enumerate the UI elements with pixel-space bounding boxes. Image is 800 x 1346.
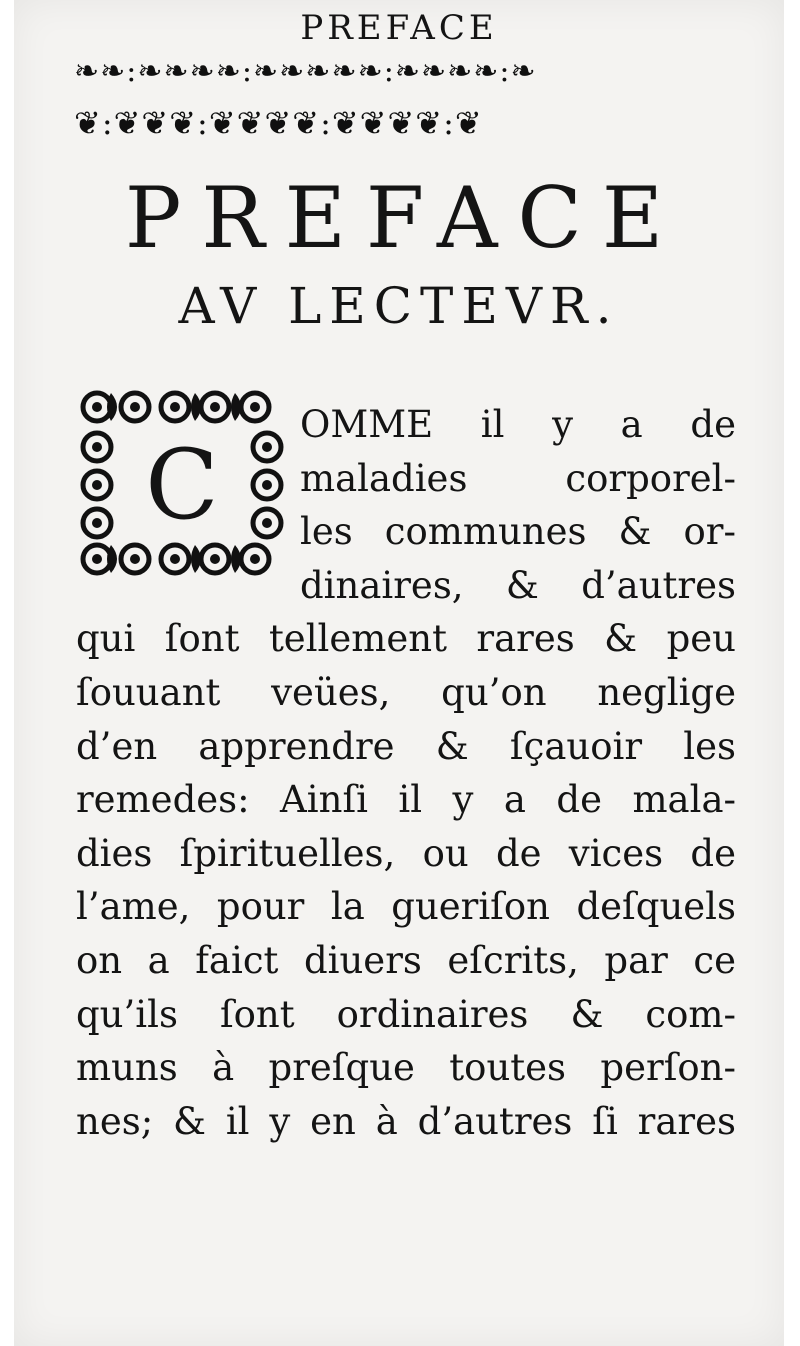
text-line: dies ſpirituelles, ou de vices de [76,831,736,875]
text-line: remedes: Ainſi il y a de mala- [76,778,736,822]
text-line: nes; & il y en à d’autres ſi rares [76,1099,736,1143]
book-page [14,0,784,1346]
text-line: on a faict diuers eſcrits, par ce [76,938,736,982]
running-head: PREFACE [300,8,498,48]
text-line: l’ame, pour la gueriſon deſquels [76,885,736,929]
fleuron-band-bottom: ❦:❦❦❦:❦❦❦❦:❦❦❦❦:❦ [74,104,483,142]
fleuron-band-top: ❧❧:❧❧❧❧:❧❧❧❧❧:❧❧❧❧:❧ [74,54,537,89]
drop-cap-letter: C [145,429,219,541]
text-line: les communes & or- [300,510,736,554]
text-line: qu’ils ſont ordinaires & com- [76,992,736,1036]
text-line: muns à preſque toutes perſon- [76,1046,736,1090]
text-line: maladies corporel- [300,456,736,500]
text-line: dinaires, & d’autres [300,563,736,607]
text-line: OMME il y a de [300,403,736,446]
text-line: qui ſont tellement rares & peu [76,617,736,661]
page-title: PREFACE [124,169,684,267]
page-subtitle: AV LECTEVR. [178,277,620,335]
body-paragraph [76,398,736,1148]
text-line: ſouuant veües, qu’on neglige [76,670,736,714]
text-line: d’en apprendre & ſçauoir les [76,724,736,768]
